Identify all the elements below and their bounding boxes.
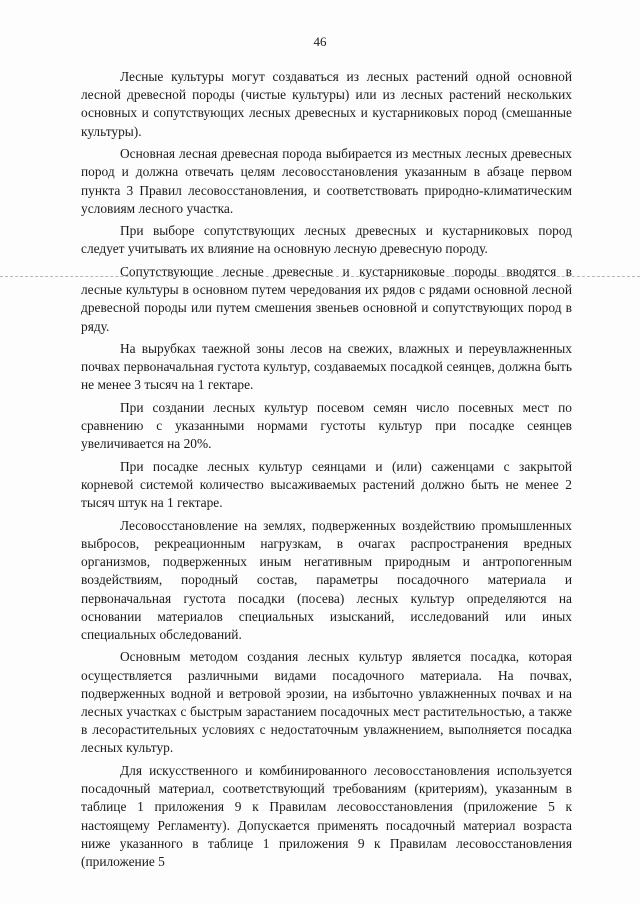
paragraph: Лесные культуры могут создаваться из лесных растений одной основной лесной древесной породы (чистые культуры) или из лесных растений нескольких основных и сопутствующих лесных древесных и кустарниковых пород (смешанные культуры). (81, 69, 572, 139)
paragraph: Лесовосстановление на землях, подверженных воздействию промышленных выбросов, рекреационным нагрузкам, в очагах распространения вредных организмов, подверженных иным негативным природным и антропогенным воздействиям, породный состав, параметры посадочного материала и первоначальная густота посадки (посева) лесных культур определяются на основании материалов специальных изысканий, исследований или иных специальных обследований. (81, 517, 572, 642)
page-number: 46 (313, 34, 327, 49)
paragraph: На вырубках таежной зоны лесов на свежих, влажных и переувлажненных почвах первоначальная густота культур, создаваемых посадкой сеянцев, должна быть не менее 3 тысяч на 1 гектаре. (81, 341, 572, 393)
paragraph: Основная лесная древесная порода выбирается из местных лесных древесных пород и должна отвечать целям лесовосстановления указанным в абзаце первом пункта 3 Правил лесовосстановления, и соответствовать природно-климатическим условиям лесного участка. (81, 146, 572, 216)
paragraph: Сопутствующие лесные древесные и кустарниковые породы вводятся в лесные культуры в основном путем чередования их рядов с рядами основной лесной древесной породы или путем смешения звеньев основной и сопутствующих пород в ряду. (81, 263, 572, 334)
paragraph: При создании лесных культур посевом семян число посевных мест по сравнению с указанными нормами густоты культур при посадке сеянцев увеличивается на 20%. (81, 399, 572, 452)
paragraph: При посадке лесных культур сеянцами и (или) саженцами с закрытой корневой системой количество высаживаемых растений должно быть не менее 2 тысяч штук на 1 гектаре. (81, 458, 572, 511)
paragraph: При выборе сопутствующих лесных древесных и кустарниковых пород следует учитывать их влияние на основную лесную древесную породу. (81, 223, 572, 257)
paragraph: Для искусственного и комбинированного лесовосстановления используется посадочный материал, соответствующий требованиям (критериям), указанным в таблице 1 приложения 9 к Правилам лесовосстановления (приложение 5 к настоящему Регламенту). Допускается применять посадочный материал возраста ниже указанного в таблице 1 приложения 9 к Правилам лесовосстановления (приложение 5 (81, 762, 572, 869)
document-body (81, 68, 572, 876)
paragraph: Основным методом создания лесных культур является посадка, которая осуществляется различными видами посадочного материала. На почвах, подверженных водной и ветровой эрозии, на избыточно увлажненных почвах и на лесных участках с быстрым зарастанием посадочных мест растительностью, а также в лесорастительных условиях с недостаточным увлажнением, выполняется посадка лесных культур. (81, 649, 572, 756)
